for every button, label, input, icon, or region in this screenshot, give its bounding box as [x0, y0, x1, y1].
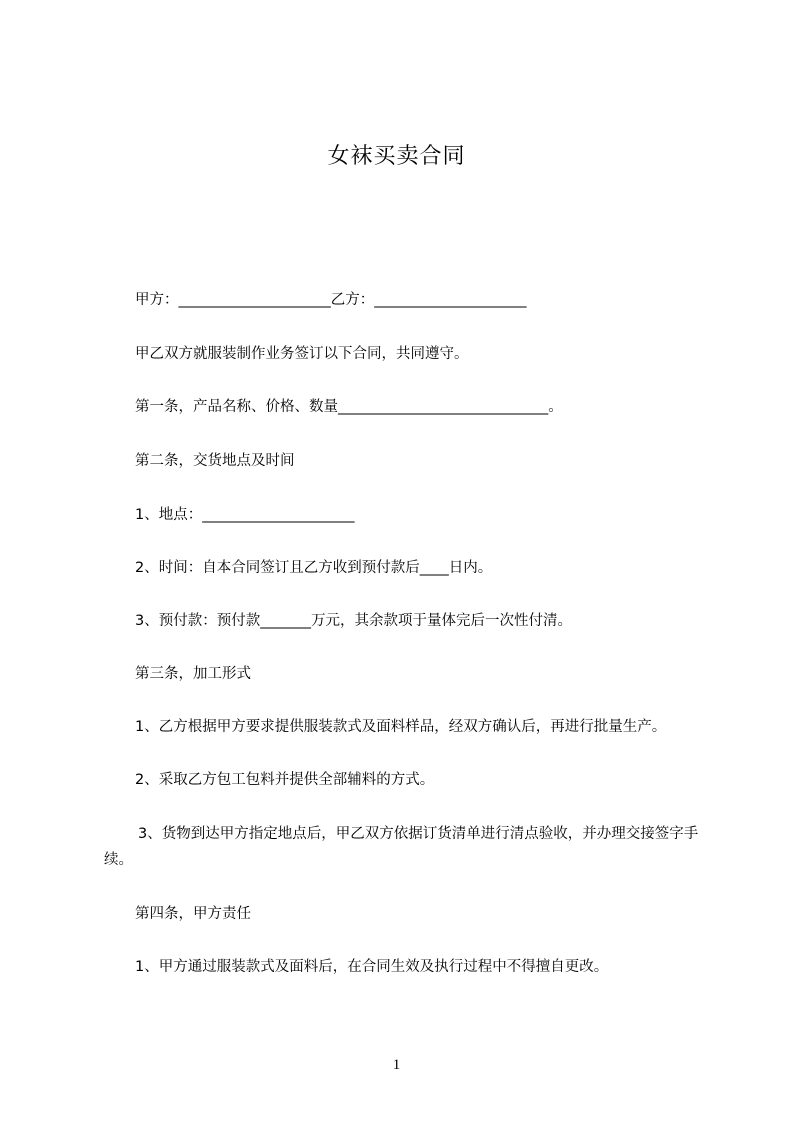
intro-paragraph: 甲乙双方就服装制作业务签订以下合同，共同遵守。	[135, 346, 469, 362]
article-4-heading: 第四条，甲方责任	[135, 906, 251, 922]
article-2-item-2: 2、时间：自本合同签订且乙方收到预付款后____日内。	[135, 560, 493, 576]
article-2-item-1: 1、地点：_____________________	[135, 507, 355, 523]
article-3-item-2: 2、采取乙方包工包料并提供全部辅料的方式。	[135, 772, 435, 788]
article-2-heading: 第二条，交货地点及时间	[135, 453, 295, 469]
article-2-item-3: 3、预付款：预付款_______万元，其余款项于量体完后一次性付清。	[135, 613, 572, 629]
article-4-item-1: 1、甲方通过服装款式及面料后，在合同生效及执行过程中不得擅自更改。	[135, 959, 609, 975]
article-1: 第一条，产品名称、价格、数量_____________________________。	[135, 399, 563, 415]
article-3-heading: 第三条，加工形式	[135, 666, 251, 682]
parties-line: 甲方：_____________________乙方：_____________________	[135, 292, 527, 308]
document-title: 女袜买卖合同	[327, 144, 466, 169]
page-number: 1	[392, 1057, 401, 1073]
article-3-item-3: 3、货物到达甲方指定地点后，甲乙双方依据订货清单进行清点验收，并办理交接签字手续。	[104, 826, 699, 868]
article-3-item-1: 1、乙方根据甲方要求提供服装款式及面料样品，经双方确认后，再进行批量生产。	[135, 719, 667, 735]
